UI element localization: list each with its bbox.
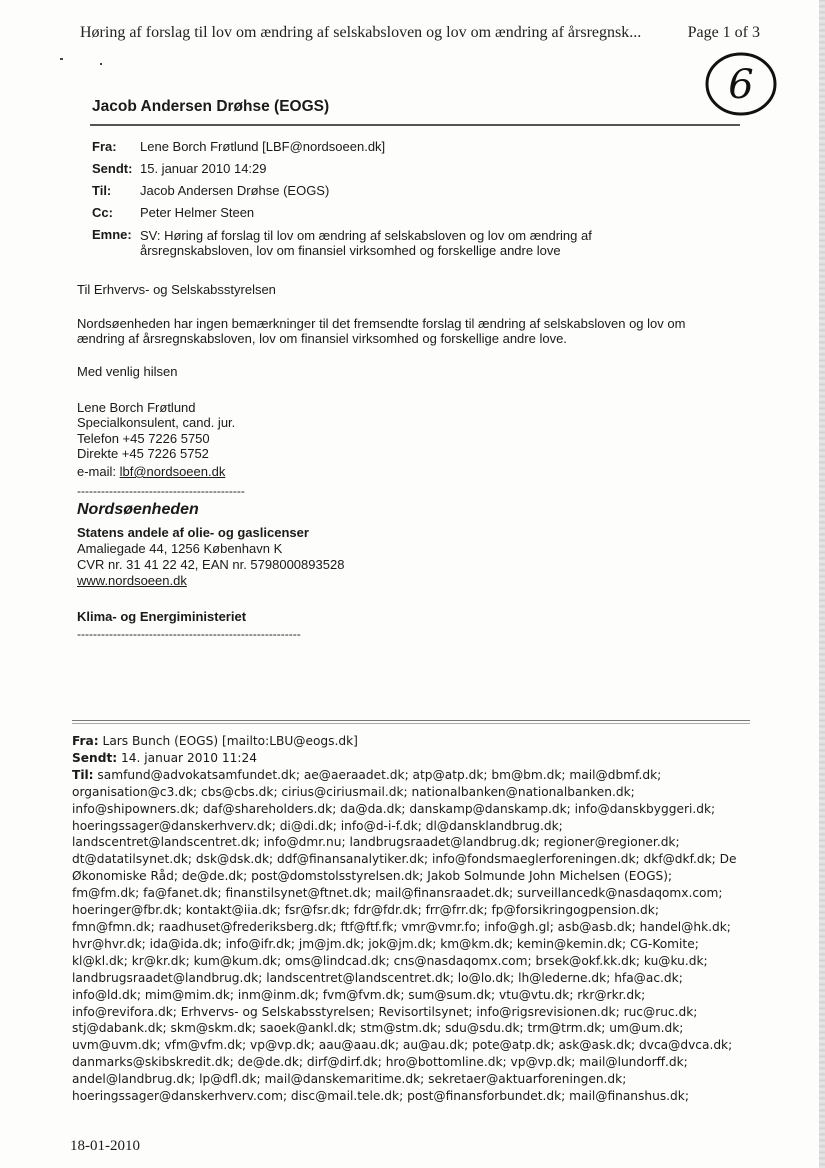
fw-to-line: Økonomiske Råd; de@de.dk; post@domstolsstyrelsen.dk; Jakob Solmunde John Michelsen (EOGS); xyxy=(72,869,673,884)
meta-sent-row xyxy=(92,158,752,180)
fw-from-label: Fra: xyxy=(72,734,99,748)
signature-email-prefix: e-mail: xyxy=(77,464,120,479)
fw-to-line: organisation@c3.dk; cbs@cbs.dk; cirius@ciriusmail.dk; nationalbanken@nationalbanken.dk; xyxy=(72,784,635,799)
email-meta xyxy=(92,136,752,258)
body-paragraph xyxy=(77,316,747,346)
meta-cc-label: Cc: xyxy=(92,205,113,220)
fw-sent-row xyxy=(72,750,752,767)
fw-to-line: hoeringer@fbr.dk; kontakt@iia.dk; fsr@fsr.dk; fdr@fdr.dk; frr@frr.dk; fp@forsikringogpension.dk; xyxy=(72,903,659,918)
fw-to-line: hoeringssager@danskerhverv.dk; di@di.dk; info@d-i-f.dk; dl@dansklandbrug.dk; xyxy=(72,818,563,833)
subject-line-1: SV: Høring af forslag til lov om ændring af selskabsloven og lov om ændring af xyxy=(140,228,592,243)
header-divider xyxy=(90,124,740,126)
meta-cc-row xyxy=(92,202,752,224)
mailbox-owner-name: Jacob Andersen Drøhse (EOGS) xyxy=(92,98,330,115)
fw-to-line: fmn@fmn.dk; raadhuset@frederiksberg.dk; ftf@ftf.fk; vmr@vmr.fo; info@gh.gl; asb@asb.dk; handel@hk.dk; xyxy=(72,919,731,934)
meta-from-value: Lene Borch Frøtlund [LBF@nordsoeen.dk] xyxy=(140,139,386,154)
forward-divider xyxy=(72,720,750,721)
meta-from-label: Fra: xyxy=(92,139,117,154)
forward-divider-shadow xyxy=(72,723,750,724)
fw-to-line: uvm@uvm.dk; vfm@vfm.dk; vp@vp.dk; aau@aau.dk; au@au.dk; pote@atp.dk; ask@ask.dk; dvca@dvca.dk; xyxy=(72,1038,733,1053)
signature-phone: Telefon +45 7226 5750 xyxy=(77,431,210,446)
fw-to-line: andel@landbrug.dk; lp@dfl.dk; mail@danskemaritime.dk; sekretaer@aktuarforeningen.dk; xyxy=(72,1072,627,1087)
meta-subject-value xyxy=(140,224,752,258)
fw-to-line: hoeringssager@danskerhverv.com; disc@mail.tele.dk; post@finansforbundet.dk; mail@finanshus.dk; xyxy=(72,1089,689,1104)
fw-sent-value: 14. januar 2010 11:24 xyxy=(117,750,257,765)
org-subtitle: Statens andele af olie- og gaslicenser xyxy=(77,525,309,540)
print-header-page: Page 1 of 3 xyxy=(687,24,760,41)
salutation: Til Erhvervs- og Selskabsstyrelsen xyxy=(77,282,276,297)
footer-print-date: 18-01-2010 xyxy=(70,1138,140,1154)
meta-from-row xyxy=(92,136,752,158)
signature-email-link[interactable]: lbf@nordsoeen.dk xyxy=(119,464,226,479)
fw-to-line: danmarks@skibskredit.dk; de@de.dk; dirf@dirf.dk; hro@bottomline.dk; vp@vp.dk; mail@lundorff.dk; xyxy=(72,1055,688,1070)
ministry-name: Klima- og Energiministeriet xyxy=(77,609,247,624)
meta-to-label: Til: xyxy=(92,183,112,198)
ministry-separator: -------------------------------------------------------- xyxy=(77,627,301,641)
meta-sent-label: Sendt: xyxy=(92,161,133,176)
org-name: Nordsøenheden xyxy=(77,501,199,518)
meta-to-row xyxy=(92,180,752,202)
fw-from-row xyxy=(72,733,752,750)
fw-to-line: kl@kl.dk; kr@kr.dk; kum@kum.dk; oms@lindcad.dk; cns@nasdaqomx.com; brsek@okf.kk.dk; ku@ku.dk; xyxy=(72,953,708,968)
fw-to-line: landbrugsraadet@landbrug.dk; landscentret@landscentret.dk; lo@lo.dk; lh@lederne.dk; hfa@ac.dk; xyxy=(72,970,683,985)
signature-name: Lene Borch Frøtlund xyxy=(77,400,196,415)
scan-speck xyxy=(100,63,102,65)
fw-to-line: info@revifora.dk; Erhvervs- og Selskabsstyrelsen; Revisortilsynet; info@rigsrevisionen.dk; ruc@ruc.dk; xyxy=(72,1004,698,1019)
fw-to-line xyxy=(72,767,752,784)
meta-sent-value: 15. januar 2010 14:29 xyxy=(140,161,267,176)
fw-from-value: Lars Bunch (EOGS) [mailto:LBU@eogs.dk] xyxy=(98,734,358,748)
fw-to-line: info@shipowners.dk; daf@shareholders.dk; da@da.dk; danskamp@danskamp.dk; info@danskbyggeri.dk; xyxy=(72,801,716,816)
fw-to-line: fm@fm.dk; fa@fanet.dk; finanstilsynet@ftnet.dk; mail@finansraadet.dk; surveillancedk@nasdaqomx.com; xyxy=(72,886,723,901)
stamp-number: 6 xyxy=(728,62,754,108)
subject-line-2: årsregnskabsloven, lov om finansiel virksomhed og forskellige andre love xyxy=(140,243,561,258)
org-ids: CVR nr. 31 41 22 42, EAN nr. 5798000893528 xyxy=(77,557,345,572)
signature-separator: ------------------------------------------ xyxy=(77,484,245,498)
fw-to-line: landscentret@landscentret.dk; info@dmr.nu; landbrugsraadet@landbrug.dk; regioner@regioner.dk; xyxy=(72,835,680,850)
meta-cc-value: Peter Helmer Steen xyxy=(140,205,255,220)
forwarded-message xyxy=(72,733,752,1105)
body-line-2: ændring af årsregnskabsloven, lov om finansiel virksomhed og forskellige andre love. xyxy=(77,331,567,346)
closing: Med venlig hilsen xyxy=(77,364,178,379)
scan-speck xyxy=(60,58,63,60)
signature-title: Specialkonsulent, cand. jur. xyxy=(77,415,236,430)
print-header-title: Høring af forslag til lov om ændring af selskabsloven og lov om ændring af årsregnsk... xyxy=(80,24,642,41)
signature-email-row xyxy=(77,464,225,479)
print-header xyxy=(80,24,760,42)
handwritten-stamp xyxy=(704,50,778,118)
fw-to-line: hvr@hvr.dk; ida@ida.dk; info@ifr.dk; jm@jm.dk; jok@jm.dk; km@km.dk; kemin@kemin.dk; CG-Komite; xyxy=(72,936,699,951)
scan-edge-artifact xyxy=(819,0,825,1168)
fw-to-line-text: samfund@advokatsamfundet.dk; ae@aeraadet.dk; atp@atp.dk; bm@bm.dk; mail@dbmf.dk; xyxy=(93,767,662,782)
fw-sent-label: Sendt: xyxy=(72,750,118,765)
fw-to-line: info@ld.dk; mim@mim.dk; inm@inm.dk; fvm@fvm.dk; sum@sum.dk; vtu@vtu.dk; rkr@rkr.dk; xyxy=(72,987,646,1002)
body-line-1: Nordsøenheden har ingen bemærkninger til det fremsendte forslag til ændring af selskabsloven og lov om xyxy=(77,316,686,331)
fw-to-line: dt@datatilsynet.dk; dsk@dsk.dk; ddf@finansanalytiker.dk; info@fondsmaeglerforeningen.dk; dkf@dkf.dk; De xyxy=(72,852,737,867)
fw-to-block xyxy=(72,767,752,1105)
org-address: Amaliegade 44, 1256 København K xyxy=(77,541,283,556)
meta-to-value: Jacob Andersen Drøhse (EOGS) xyxy=(140,183,330,198)
org-website-link[interactable]: www.nordsoeen.dk xyxy=(77,573,187,588)
meta-subject-label: Emne: xyxy=(92,227,132,242)
fw-to-line: stj@dabank.dk; skm@skm.dk; saoek@ankl.dk; stm@stm.dk; sdu@sdu.dk; trm@trm.dk; um@um.dk; xyxy=(72,1021,684,1036)
signature-direct: Direkte +45 7226 5752 xyxy=(77,446,209,461)
fw-to-label: Til: xyxy=(72,767,94,782)
meta-subject-row xyxy=(92,224,752,258)
